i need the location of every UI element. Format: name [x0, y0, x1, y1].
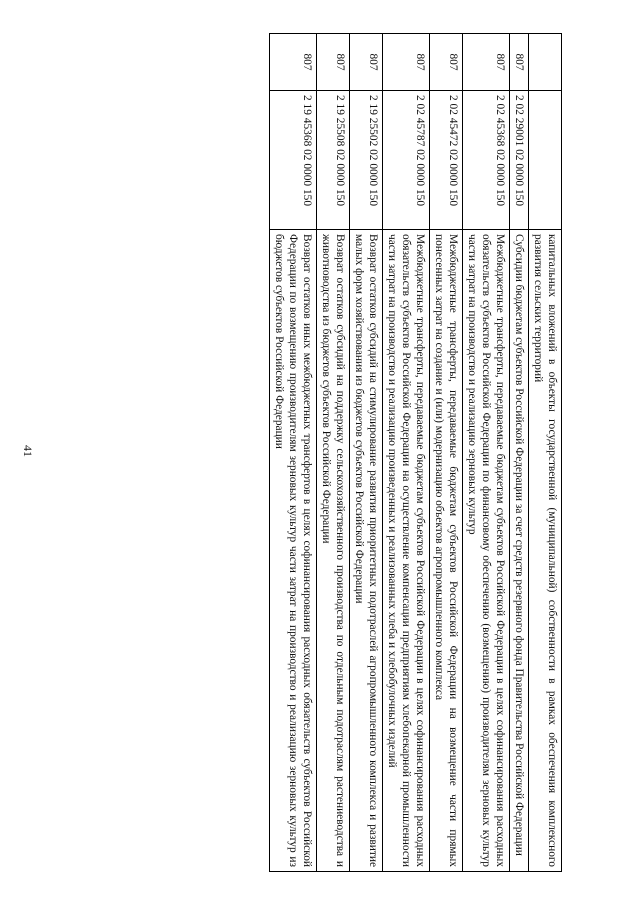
revenue-name-cell: Межбюджетные трансферты, передаваемые бюджетам субъектов Российской Федерации на возмещение части прямых понесенных затрат на создание и (или) модернизацию объектов агропромышленного комплекса — [430, 230, 463, 872]
table-body — [270, 34, 562, 872]
revenue-codes-table — [269, 33, 562, 872]
budget-code-cell: 2 19 45368 02 0000 150 — [270, 91, 317, 230]
revenue-name-cell: капитальных вложений в объекты государственной (муниципальной) собственности в рамках обеспечения комплексного развития сельских территорий — [529, 230, 562, 872]
admin-code-cell: 807 — [317, 34, 350, 91]
budget-code-cell: 2 02 45472 02 0000 150 — [430, 91, 463, 230]
table-row — [383, 34, 430, 872]
admin-code-cell — [529, 34, 562, 91]
admin-code-cell: 807 — [270, 34, 317, 91]
revenue-name-cell: Возврат остатков иных межбюджетных трансфертов в целях софинансирования расходных обязательств субъектов Российской Федерации по возмещению производителям зерновых культур части затрат на производство и реализацию зерновых культур из бюджетов субъектов Российской Федерации — [270, 230, 317, 872]
table-row — [463, 34, 510, 872]
budget-code-cell: 2 02 29001 02 0000 150 — [510, 91, 529, 230]
revenue-name-cell: Возврат остатков субсидий на поддержку сельскохозяйственного производства по отдельным подотраслям растениеводства и животноводства из бюджетов субъектов Российской Федерации — [317, 230, 350, 872]
admin-code-cell: 807 — [463, 34, 510, 91]
budget-code-cell — [529, 91, 562, 230]
admin-code-cell: 807 — [430, 34, 463, 91]
budget-code-cell: 2 02 45368 02 0000 150 — [463, 91, 510, 230]
table-row — [430, 34, 463, 872]
table-row — [270, 34, 317, 872]
revenue-name-cell: Субсидии бюджетам субъектов Российской Федерации за счет средств резервного фонда Правительства Российской Федерации — [510, 230, 529, 872]
table-row — [529, 34, 562, 872]
revenue-name-cell: Возврат остатков субсидий на стимулирование развития приоритетных подотраслей агропромышленного комплекса и развитие малых форм хозяйствования из бюджетов субъектов Российской Федерации — [350, 230, 383, 872]
admin-code-cell: 807 — [510, 34, 529, 91]
table-row — [350, 34, 383, 872]
budget-code-cell: 2 19 25502 02 0000 150 — [350, 91, 383, 230]
admin-code-cell: 807 — [350, 34, 383, 91]
rotated-table-wrapper — [56, 33, 562, 872]
page-number: 41 — [21, 445, 35, 457]
table-canvas — [56, 33, 562, 872]
budget-code-cell: 2 02 45787 02 0000 150 — [383, 91, 430, 230]
revenue-name-cell: Межбюджетные трансферты, передаваемые бюджетам субъектов Российской Федерации в целях софинансирования расходных обязательств субъектов Российской Федерации на осуществление компенсации предприятиям хлебопекарной промышленности части затрат на производство и реализацию произведенных и реализованных хлеба и хлебобулочных изделий — [383, 230, 430, 872]
budget-code-cell: 2 19 25508 02 0000 150 — [317, 91, 350, 230]
revenue-name-cell: Межбюджетные трансферты, передаваемые бюджетам субъектов Российской Федерации в целях софинансирования расходных обязательств субъектов Российской Федерации по финансовому обеспечению (возмещению) производителям зерновых культур части затрат на производство и реализацию зерновых культур — [463, 230, 510, 872]
admin-code-cell: 807 — [383, 34, 430, 91]
table-row — [510, 34, 529, 872]
table-row — [317, 34, 350, 872]
